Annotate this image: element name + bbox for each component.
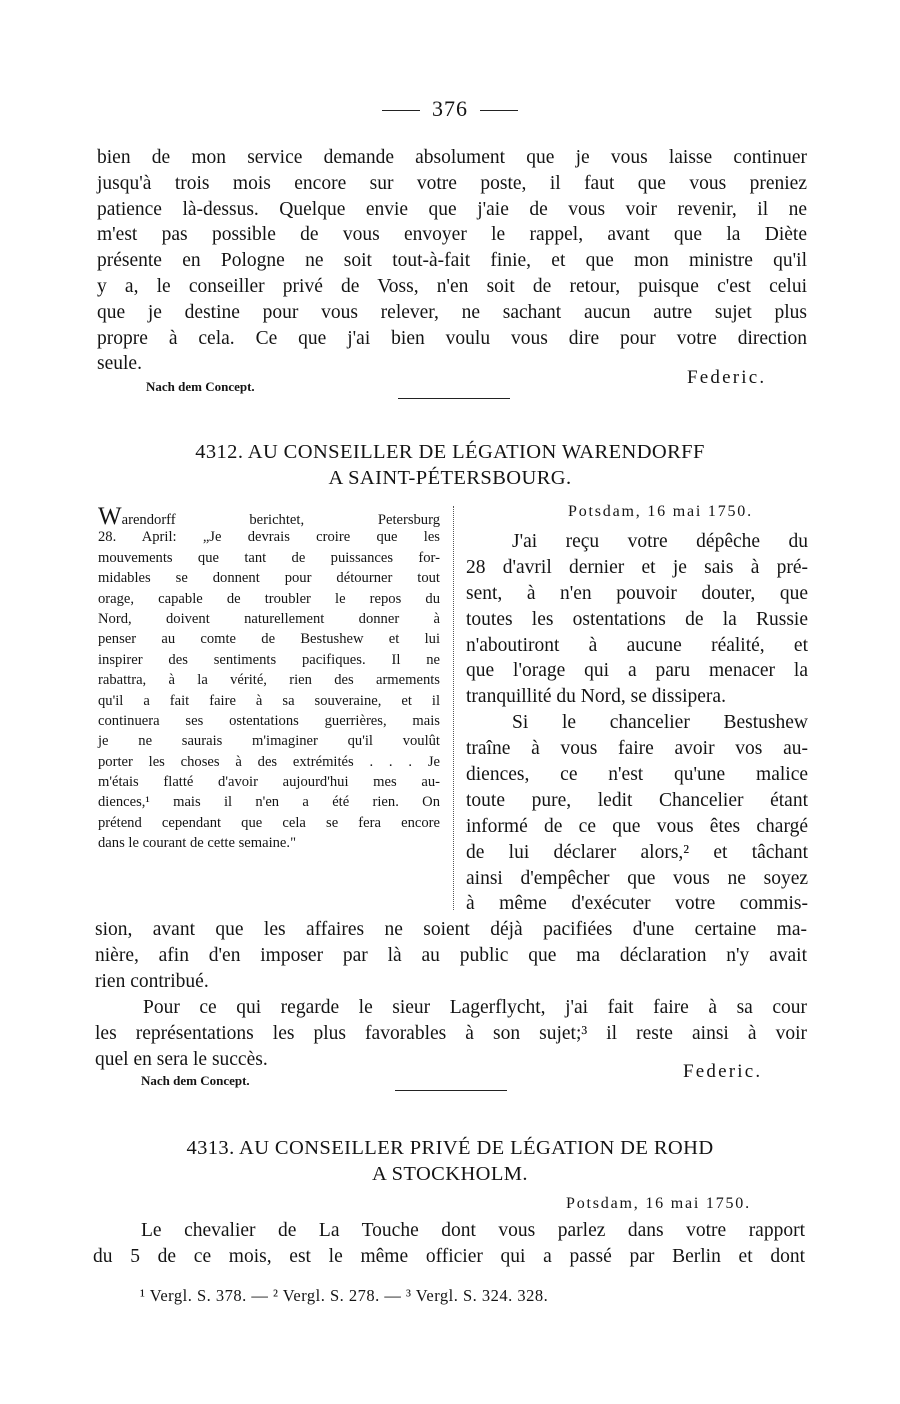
text-line: présente en Pologne ne soit tout-à-fait finie, et que mon ministre qu'il bbox=[97, 250, 807, 272]
drop-initial: W bbox=[98, 503, 122, 530]
text-line: sent, à n'en pouvoir douter, que bbox=[466, 582, 808, 604]
text-line: traîne à vous faire avoir vos au- bbox=[466, 738, 808, 760]
text-line: les représentations les plus favorables à son sujet;³ il reste ainsi à voir bbox=[95, 1022, 807, 1044]
text-line: informé de ce que vous êtes chargé bbox=[466, 815, 808, 837]
heading-line: 4313. AU CONSEILLER PRIVÉ DE LÉGATION DE ROHD bbox=[186, 1137, 714, 1159]
text-line: toute pure, ledit Chancelier étant bbox=[466, 789, 808, 811]
text-line: orage, capable de troubler le repos du bbox=[98, 590, 440, 607]
text-line: que je destine pour vous relever, ne sachant aucun autre sujet plus bbox=[97, 301, 807, 323]
text-line: Si le chancelier Bestushew bbox=[512, 712, 808, 734]
text-line: nière, afin d'en imposer par là au public que ma déclaration n'y avait bbox=[95, 944, 807, 966]
text-line: J'ai reçu votre dépêche du bbox=[512, 531, 808, 552]
text-line bbox=[98, 503, 440, 530]
text-line: inspirer des sentiments pacifiques. Il ne bbox=[98, 651, 440, 668]
text-line: y a, le conseiller privé de Voss, n'en soit de retour, puisque c'est celui bbox=[97, 275, 807, 297]
page-number-text: 376 bbox=[432, 96, 468, 121]
letter-4312-right-column bbox=[466, 529, 808, 917]
text-line: porter les choses à des extrémités . . . Je bbox=[98, 753, 440, 770]
footnotes: ¹ Vergl. S. 378. — ² Vergl. S. 278. — ³ Vergl. S. 324. 328. bbox=[140, 1286, 549, 1305]
dateline: Potsdam, 16 mai 1750. bbox=[566, 1195, 751, 1212]
page-number-dash-left bbox=[382, 110, 420, 111]
text-line: midables se donnent pour détourner tout bbox=[98, 570, 440, 587]
heading-line: A SAINT-PÉTERSBOURG. bbox=[328, 467, 572, 489]
source-note: Nach dem Concept. bbox=[146, 379, 255, 394]
text-line: prétend cependant que cela se fera encore bbox=[98, 814, 440, 831]
text-line: qu'il a fait faire à sa souveraine, et il bbox=[98, 692, 440, 709]
text-line: je ne saurais m'imaginer qu'il voulût bbox=[98, 733, 440, 750]
text-line: rabattra, à la vérité, rien des armements bbox=[98, 672, 440, 689]
text-line: penser au comte de Bestushew et lui bbox=[98, 631, 440, 648]
text-line: Le chevalier de La Touche dont vous parlez dans votre rapport bbox=[141, 1220, 805, 1241]
text-line: jusqu'à trois mois encore sur votre poste, il faut que vous preniez bbox=[97, 172, 807, 194]
letter-4312-continuation bbox=[95, 917, 807, 994]
text-line: Nord, doivent naturellement donner à bbox=[98, 610, 440, 627]
heading-line: A STOCKHOLM. bbox=[372, 1163, 528, 1185]
text-line: ainsi d'empêcher que vous ne soyez bbox=[466, 867, 808, 889]
text-line: quel en sera le succès. bbox=[95, 1048, 268, 1070]
text-line: m'est pas possible de vous envoyer le rappel, avant que la Diète bbox=[97, 224, 807, 246]
text-line: à même d'exécuter votre commis- bbox=[466, 893, 808, 915]
letter-4313-body bbox=[93, 1218, 805, 1270]
text-line: que l'orage qui a paru menacer la bbox=[466, 660, 808, 682]
page-number-dash-right bbox=[480, 110, 518, 111]
text-line: bien de mon service demande absolument que je vous laisse continuer bbox=[97, 147, 807, 168]
text-line: 28. April: „Je devrais croire que les bbox=[98, 529, 440, 546]
text-line: 28 d'avril dernier et je sais à pré- bbox=[466, 556, 808, 578]
signature: Federic. bbox=[683, 1061, 763, 1082]
signature: Federic. bbox=[687, 367, 767, 388]
text-line: Pour ce qui regarde le sieur Lagerflycht, j'ai fait faire à sa cour bbox=[143, 997, 807, 1018]
text-line: propre à cela. Ce que j'ai bien voulu vous dire pour votre direction bbox=[97, 327, 807, 349]
text-line: diences,¹ mais il n'en a été rien. On bbox=[98, 794, 440, 811]
text-line-rest: arendorff berichtet, Petersburg bbox=[121, 512, 440, 528]
text-line: continuera ses ostentations guerrières, mais bbox=[98, 712, 440, 729]
section-rule bbox=[395, 1090, 507, 1091]
text-line: patience là-dessus. Quelque envie que j'aie de vous voir revenir, il ne bbox=[97, 198, 807, 220]
text-line: toutes les ostentations de la Russie bbox=[466, 608, 808, 630]
heading-line: 4312. AU CONSEILLER DE LÉGATION WARENDORFF bbox=[195, 441, 705, 463]
text-line: tranquillité du Nord, se dissipera. bbox=[466, 686, 726, 708]
text-line: diences, ce n'est qu'une malice bbox=[466, 764, 808, 786]
dateline: Potsdam, 16 mai 1750. bbox=[568, 503, 753, 520]
text-line: dans le courant de cette semaine." bbox=[98, 835, 297, 852]
text-line: sion, avant que les affaires ne soient déjà pacifiées d'une certaine ma- bbox=[95, 919, 807, 940]
letter-4312-heading bbox=[0, 439, 900, 491]
column-divider bbox=[453, 506, 454, 910]
page-number bbox=[0, 96, 900, 122]
text-line: mouvements que tant de puissances for- bbox=[98, 549, 440, 566]
text-line: du 5 de ce mois, est le même officier qui a passé par Berlin et dont bbox=[93, 1245, 805, 1267]
source-note: Nach dem Concept. bbox=[141, 1073, 250, 1088]
letter-top-body bbox=[97, 145, 807, 377]
text-line: seule. bbox=[97, 353, 142, 375]
letter-4313-heading bbox=[0, 1135, 900, 1187]
text-line: m'étais flatté d'avoir aujourd'hui mes au- bbox=[98, 774, 440, 791]
text-line: de lui déclarer alors,² et tâchant bbox=[466, 841, 808, 863]
text-line: rien contribué. bbox=[95, 970, 209, 992]
section-rule bbox=[398, 398, 510, 399]
letter-4312-summary bbox=[98, 503, 440, 854]
text-line: n'aboutiront à aucune réalité, et bbox=[466, 634, 808, 656]
